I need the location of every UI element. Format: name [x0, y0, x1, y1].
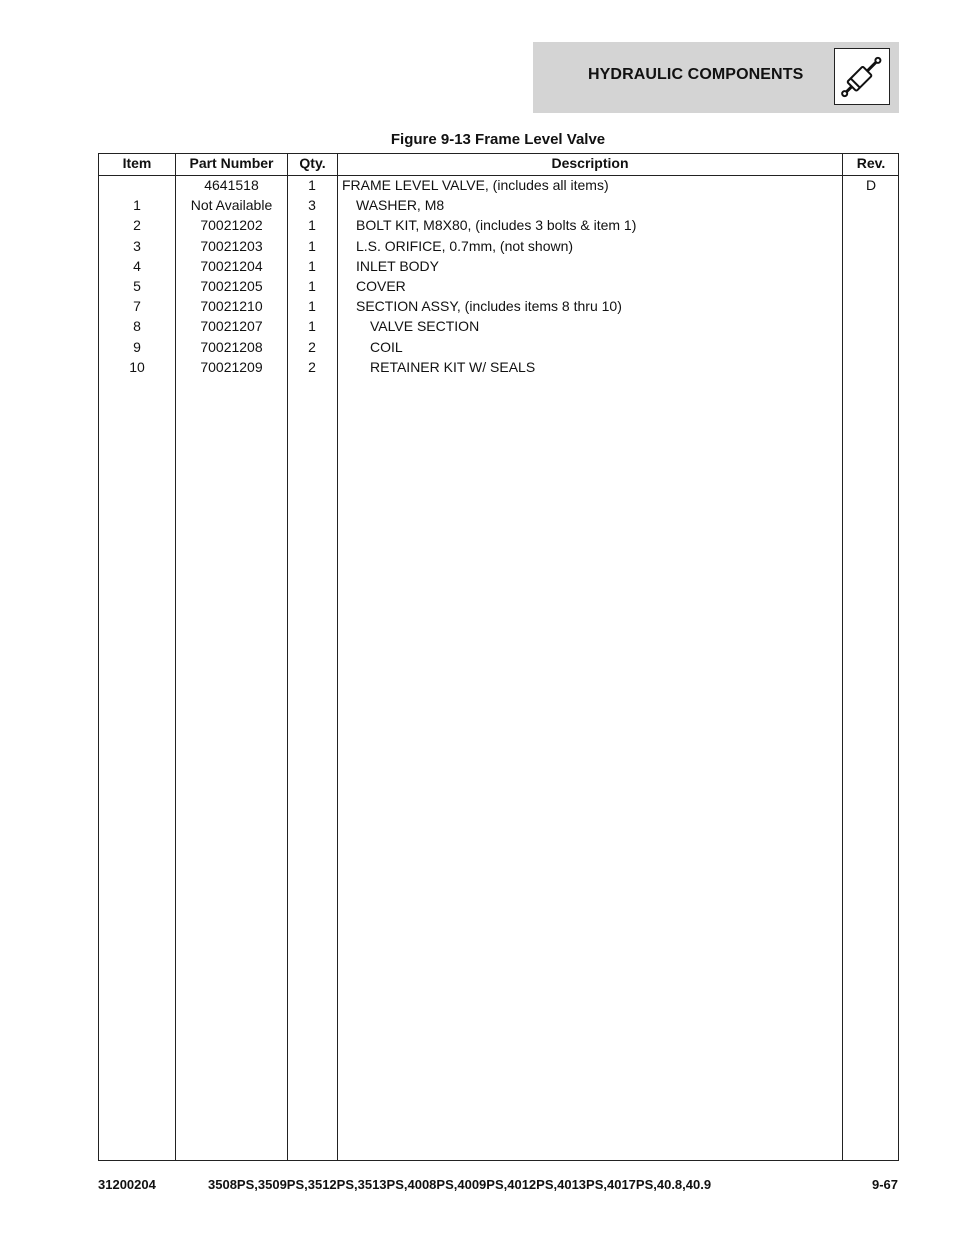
table-row [99, 195, 898, 215]
table-row [99, 175, 898, 195]
quantity-cell: 2 [308, 338, 316, 355]
quantity-cell: 1 [308, 278, 316, 294]
part-number-cell: 70021207 [200, 318, 263, 335]
item-cell: 1 [133, 197, 141, 214]
document-number: 31200204 [98, 1177, 156, 1192]
part-number-cell: 70021203 [200, 237, 263, 254]
parts-table [98, 153, 899, 1161]
table-row [99, 296, 898, 316]
item-cell: 9 [133, 338, 141, 355]
table-row [99, 215, 898, 235]
revision-cell [844, 296, 898, 316]
figure-title: Figure 9-13 Frame Level Valve [390, 131, 606, 148]
column-header-description: Description [551, 155, 629, 171]
table-row [99, 357, 898, 377]
page-number: 9-67 [871, 1177, 898, 1192]
revision-cell [844, 357, 898, 377]
revision-cell [844, 195, 898, 215]
hydraulic-cylinder-icon [834, 48, 890, 105]
table-row [99, 276, 898, 296]
quantity-cell: 1 [308, 257, 316, 274]
item-cell: 3 [133, 237, 141, 254]
description-cell: COVER [356, 278, 406, 294]
section-title: HYDRAULIC COMPONENTS [588, 66, 804, 83]
quantity-cell: 1 [308, 318, 316, 335]
model-list: 3508PS,3509PS,3512PS,3513PS,4008PS,4009PS,4012PS,4013PS,4017PS,40.8,40.9 [208, 1177, 712, 1192]
column-header-item: Item [122, 155, 152, 171]
part-number-cell: 70021210 [200, 298, 263, 315]
table-row [99, 316, 898, 336]
item-cell: 10 [129, 358, 145, 375]
part-number-cell: 70021205 [200, 278, 263, 294]
revision-cell [844, 276, 898, 296]
description-cell: SECTION ASSY, (includes items 8 thru 10) [356, 298, 622, 315]
quantity-cell: 1 [308, 237, 316, 254]
revision-cell [844, 256, 898, 276]
revision-cell [844, 337, 898, 357]
quantity-cell: 1 [308, 298, 316, 315]
description-cell: VALVE SECTION [370, 318, 480, 335]
part-number-cell: 4641518 [204, 177, 259, 193]
quantity-cell: 2 [308, 358, 316, 375]
item-cell: 4 [133, 257, 141, 274]
item-cell: 8 [133, 318, 141, 335]
table-row [99, 256, 898, 276]
item-cell [99, 175, 175, 195]
description-cell: WASHER, M8 [356, 197, 445, 214]
section-header [533, 42, 899, 113]
description-cell: RETAINER KIT W/ SEALS [370, 358, 536, 375]
quantity-cell: 1 [308, 177, 316, 193]
description-cell: BOLT KIT, M8X80, (includes 3 bolts & item 1) [356, 217, 637, 234]
part-number-cell: 70021209 [200, 358, 263, 375]
part-number-cell: 70021208 [200, 338, 263, 355]
quantity-cell: 1 [308, 217, 316, 234]
revision-cell [844, 236, 898, 256]
part-number-cell: Not Available [190, 197, 273, 214]
table-row [99, 337, 898, 357]
revision-cell [844, 316, 898, 336]
description-cell: COIL [370, 338, 403, 355]
revision-cell: D [865, 177, 877, 193]
column-header-rev: Rev. [856, 155, 886, 171]
item-cell: 2 [133, 217, 141, 234]
quantity-cell: 3 [308, 197, 316, 214]
description-cell: FRAME LEVEL VALVE, (includes all items) [342, 177, 609, 193]
item-cell: 5 [133, 278, 141, 294]
revision-cell [844, 215, 898, 235]
part-number-cell: 70021204 [200, 257, 263, 274]
column-header-qty: Qty. [299, 155, 326, 171]
item-cell: 7 [133, 298, 141, 315]
part-number-cell: 70021202 [200, 217, 263, 234]
description-cell: L.S. ORIFICE, 0.7mm, (not shown) [356, 237, 574, 254]
description-cell: INLET BODY [356, 257, 439, 274]
column-header-part-number: Part Number [189, 155, 274, 171]
table-row [99, 236, 898, 256]
